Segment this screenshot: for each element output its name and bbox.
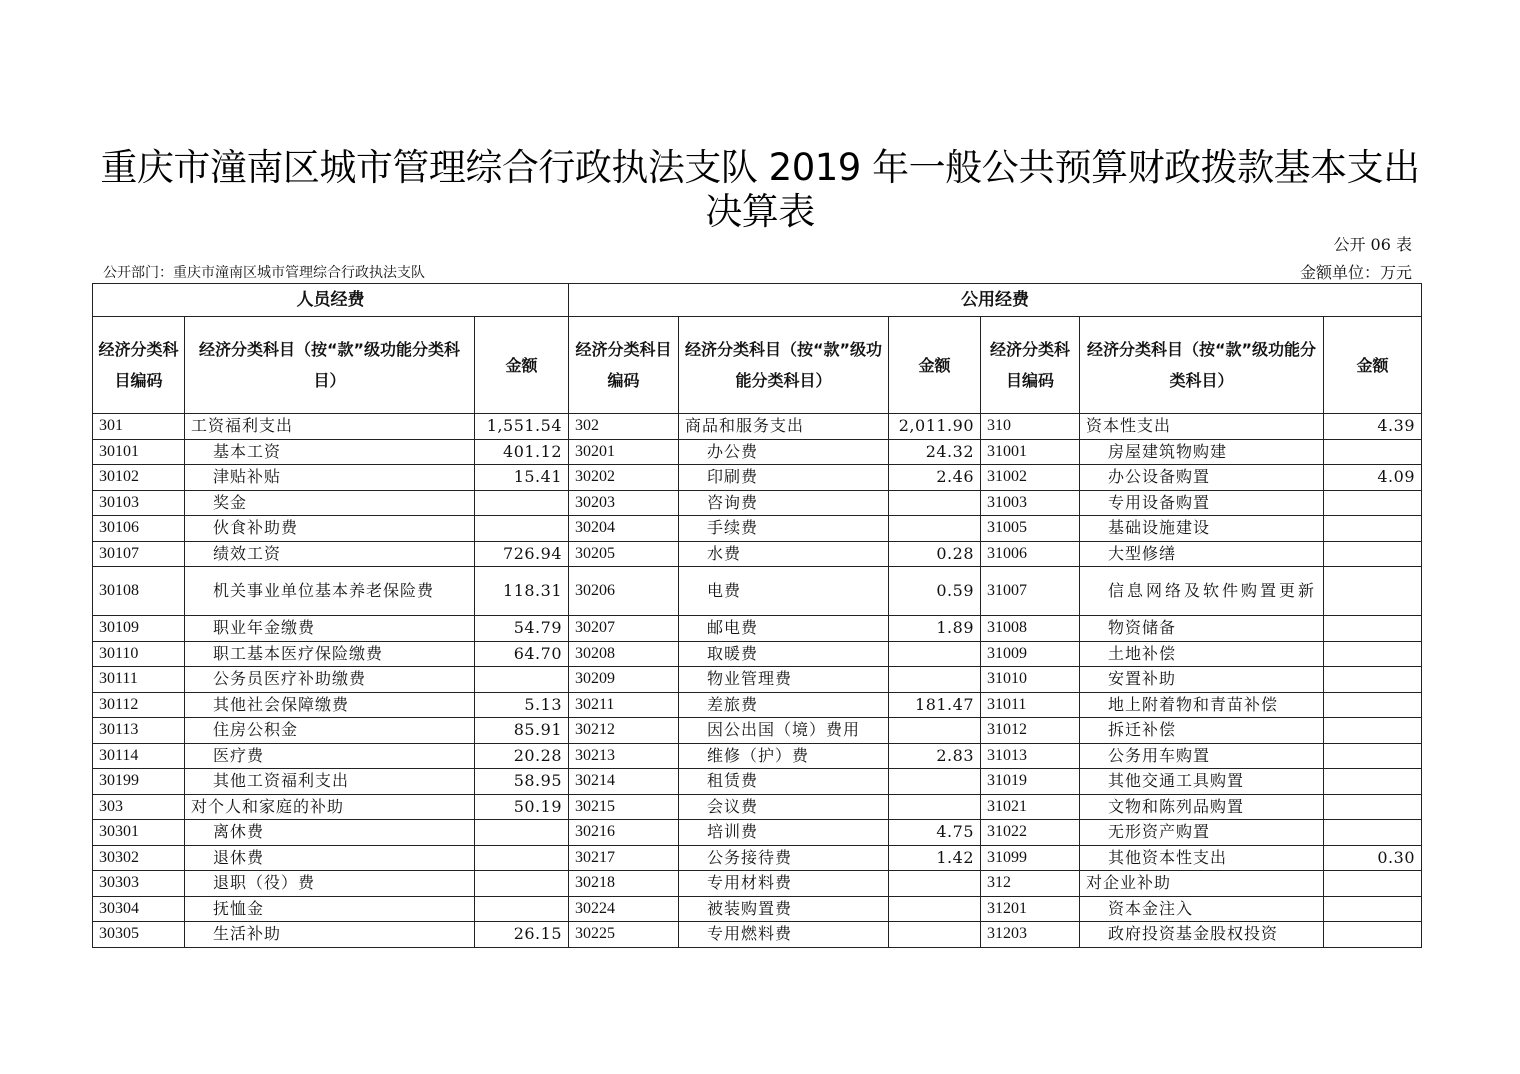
cell-code: 31021 xyxy=(981,794,1080,820)
cell-amount: 2.46 xyxy=(889,465,981,491)
cell-code: 30201 xyxy=(569,439,679,465)
expenditure-table xyxy=(92,283,1422,948)
cell-code: 30199 xyxy=(93,769,185,795)
cell-name: 对个人和家庭的补助 xyxy=(185,794,475,820)
cell-name: 会议费 xyxy=(679,794,889,820)
cell-name: 公务用车购置 xyxy=(1080,743,1324,769)
cell-name: 退职（役）费 xyxy=(185,871,475,897)
cell-name: 其他社会保障缴费 xyxy=(185,692,475,718)
cell-code: 30303 xyxy=(93,871,185,897)
cell-name: 奖金 xyxy=(185,490,475,516)
cell-amount: 401.12 xyxy=(475,439,569,465)
table-row xyxy=(93,896,1422,922)
cell-name: 离休费 xyxy=(185,820,475,846)
cell-code: 31001 xyxy=(981,439,1080,465)
column-header-name: 经济分类科目（按“款”级功能分类科目） xyxy=(1080,317,1324,414)
cell-amount: 1.89 xyxy=(889,616,981,642)
table-row xyxy=(93,641,1422,667)
cell-code: 303 xyxy=(93,794,185,820)
cell-amount xyxy=(1324,922,1422,948)
cell-code: 30209 xyxy=(569,667,679,693)
cell-name: 公务接待费 xyxy=(679,845,889,871)
cell-name: 其他资本性支出 xyxy=(1080,845,1324,871)
cell-name: 专用燃料费 xyxy=(679,922,889,948)
table-row xyxy=(93,541,1422,567)
cell-name: 物资储备 xyxy=(1080,616,1324,642)
group-header-row xyxy=(93,284,1422,317)
cell-amount: 58.95 xyxy=(475,769,569,795)
cell-amount xyxy=(1324,567,1422,616)
cell-amount xyxy=(1324,541,1422,567)
cell-name: 商品和服务支出 xyxy=(679,414,889,440)
table-row xyxy=(93,439,1422,465)
cell-code: 30111 xyxy=(93,667,185,693)
cell-amount xyxy=(1324,794,1422,820)
cell-name: 租赁费 xyxy=(679,769,889,795)
cell-name: 电费 xyxy=(679,567,889,616)
cell-code: 31019 xyxy=(981,769,1080,795)
table-row xyxy=(93,820,1422,846)
table-body xyxy=(93,414,1422,948)
table-row xyxy=(93,567,1422,616)
cell-code: 30108 xyxy=(93,567,185,616)
cell-amount: 0.59 xyxy=(889,567,981,616)
cell-name: 维修（护）费 xyxy=(679,743,889,769)
cell-code: 30102 xyxy=(93,465,185,491)
cell-amount xyxy=(1324,871,1422,897)
column-header-name: 经济分类科目（按“款”级功能分类科目） xyxy=(679,317,889,414)
cell-code: 30106 xyxy=(93,516,185,542)
cell-code: 31012 xyxy=(981,718,1080,744)
cell-name: 邮电费 xyxy=(679,616,889,642)
column-header-amount: 金额 xyxy=(1324,317,1422,414)
cell-amount xyxy=(475,516,569,542)
cell-name: 手续费 xyxy=(679,516,889,542)
cell-amount xyxy=(1324,667,1422,693)
cell-amount xyxy=(475,896,569,922)
cell-name: 其他交通工具购置 xyxy=(1080,769,1324,795)
cell-amount xyxy=(889,516,981,542)
cell-name: 专用材料费 xyxy=(679,871,889,897)
table-row xyxy=(93,465,1422,491)
table-row xyxy=(93,743,1422,769)
cell-name: 办公设备购置 xyxy=(1080,465,1324,491)
cell-code: 30215 xyxy=(569,794,679,820)
cell-code: 31010 xyxy=(981,667,1080,693)
column-header-code: 经济分类科目编码 xyxy=(569,317,679,414)
cell-name: 住房公积金 xyxy=(185,718,475,744)
table-row xyxy=(93,718,1422,744)
cell-amount: 64.70 xyxy=(475,641,569,667)
cell-code: 30305 xyxy=(93,922,185,948)
cell-name: 机关事业单位基本养老保险费 xyxy=(185,567,475,616)
cell-code: 30213 xyxy=(569,743,679,769)
table-row xyxy=(93,414,1422,440)
cell-name: 基础设施建设 xyxy=(1080,516,1324,542)
cell-code: 31007 xyxy=(981,567,1080,616)
cell-code: 30207 xyxy=(569,616,679,642)
cell-name: 被装购置费 xyxy=(679,896,889,922)
cell-name: 专用设备购置 xyxy=(1080,490,1324,516)
cell-amount: 15.41 xyxy=(475,465,569,491)
cell-name: 职业年金缴费 xyxy=(185,616,475,642)
cell-code: 30304 xyxy=(93,896,185,922)
cell-amount xyxy=(1324,516,1422,542)
cell-amount xyxy=(1324,896,1422,922)
form-number: 公开 06 表 xyxy=(1333,235,1412,254)
cell-code: 31008 xyxy=(981,616,1080,642)
cell-amount xyxy=(889,718,981,744)
table-row xyxy=(93,794,1422,820)
cell-name: 绩效工资 xyxy=(185,541,475,567)
cell-code: 30110 xyxy=(93,641,185,667)
cell-name: 地上附着物和青苗补偿 xyxy=(1080,692,1324,718)
cell-code: 30224 xyxy=(569,896,679,922)
cell-amount xyxy=(889,667,981,693)
cell-code: 30204 xyxy=(569,516,679,542)
cell-amount xyxy=(475,667,569,693)
cell-amount: 4.75 xyxy=(889,820,981,846)
cell-name: 房屋建筑物购建 xyxy=(1080,439,1324,465)
cell-code: 31003 xyxy=(981,490,1080,516)
cell-code: 30101 xyxy=(93,439,185,465)
column-header-amount: 金额 xyxy=(889,317,981,414)
cell-amount: 2,011.90 xyxy=(889,414,981,440)
table-row xyxy=(93,871,1422,897)
cell-amount: 20.28 xyxy=(475,743,569,769)
cell-name: 无形资产购置 xyxy=(1080,820,1324,846)
public-expense-header: 公用经费 xyxy=(569,284,1422,317)
cell-code: 31022 xyxy=(981,820,1080,846)
cell-amount xyxy=(1324,490,1422,516)
table-row xyxy=(93,922,1422,948)
cell-name: 职工基本医疗保险缴费 xyxy=(185,641,475,667)
department-label: 公开部门：重庆市潼南区城市管理综合行政执法支队 xyxy=(103,265,425,281)
table-row xyxy=(93,667,1422,693)
cell-amount xyxy=(475,820,569,846)
cell-amount xyxy=(475,845,569,871)
cell-amount: 85.91 xyxy=(475,718,569,744)
cell-amount xyxy=(1324,769,1422,795)
cell-code: 30109 xyxy=(93,616,185,642)
cell-name: 伙食补助费 xyxy=(185,516,475,542)
cell-name: 抚恤金 xyxy=(185,896,475,922)
cell-code: 30301 xyxy=(93,820,185,846)
column-header-name: 经济分类科目（按“款”级功能分类科目） xyxy=(185,317,475,414)
cell-amount xyxy=(1324,439,1422,465)
cell-code: 30216 xyxy=(569,820,679,846)
cell-amount xyxy=(1324,820,1422,846)
cell-name: 资本性支出 xyxy=(1080,414,1324,440)
cell-code: 301 xyxy=(93,414,185,440)
cell-amount: 54.79 xyxy=(475,616,569,642)
cell-code: 30113 xyxy=(93,718,185,744)
cell-code: 30103 xyxy=(93,490,185,516)
cell-name: 信息网络及软件购置更新 xyxy=(1080,567,1324,616)
cell-name: 差旅费 xyxy=(679,692,889,718)
table-row xyxy=(93,769,1422,795)
cell-name: 安置补助 xyxy=(1080,667,1324,693)
cell-amount xyxy=(1324,743,1422,769)
cell-name: 政府投资基金股权投资 xyxy=(1080,922,1324,948)
cell-name: 物业管理费 xyxy=(679,667,889,693)
cell-name: 水费 xyxy=(679,541,889,567)
cell-code: 310 xyxy=(981,414,1080,440)
cell-name: 培训费 xyxy=(679,820,889,846)
amount-unit-label: 金额单位：万元 xyxy=(1299,263,1412,282)
cell-name: 基本工资 xyxy=(185,439,475,465)
cell-name: 对企业补助 xyxy=(1080,871,1324,897)
column-header-code: 经济分类科目编码 xyxy=(981,317,1080,414)
cell-amount: 4.09 xyxy=(1324,465,1422,491)
personnel-expense-header: 人员经费 xyxy=(93,284,569,317)
cell-name: 咨询费 xyxy=(679,490,889,516)
cell-name: 因公出国（境）费用 xyxy=(679,718,889,744)
cell-code: 31201 xyxy=(981,896,1080,922)
cell-code: 31013 xyxy=(981,743,1080,769)
cell-amount: 50.19 xyxy=(475,794,569,820)
cell-name: 生活补助 xyxy=(185,922,475,948)
cell-name: 大型修缮 xyxy=(1080,541,1324,567)
cell-amount xyxy=(889,871,981,897)
cell-amount: 181.47 xyxy=(889,692,981,718)
table-row xyxy=(93,490,1422,516)
cell-name: 津贴补贴 xyxy=(185,465,475,491)
cell-amount: 118.31 xyxy=(475,567,569,616)
cell-code: 30203 xyxy=(569,490,679,516)
cell-name: 退休费 xyxy=(185,845,475,871)
page-title: 重庆市潼南区城市管理综合行政执法支队 2019 年一般公共预算财政拨款基本支出决算表 xyxy=(100,146,1420,233)
cell-amount xyxy=(889,922,981,948)
cell-code: 30214 xyxy=(569,769,679,795)
cell-amount xyxy=(1324,616,1422,642)
cell-code: 312 xyxy=(981,871,1080,897)
cell-code: 31099 xyxy=(981,845,1080,871)
cell-code: 30206 xyxy=(569,567,679,616)
table-row xyxy=(93,616,1422,642)
cell-name: 取暖费 xyxy=(679,641,889,667)
cell-code: 30217 xyxy=(569,845,679,871)
cell-code: 31006 xyxy=(981,541,1080,567)
cell-code: 30114 xyxy=(93,743,185,769)
cell-amount: 1.42 xyxy=(889,845,981,871)
cell-amount: 2.83 xyxy=(889,743,981,769)
cell-code: 30212 xyxy=(569,718,679,744)
table-row xyxy=(93,845,1422,871)
cell-amount: 24.32 xyxy=(889,439,981,465)
column-header-amount: 金额 xyxy=(475,317,569,414)
cell-name: 办公费 xyxy=(679,439,889,465)
cell-amount xyxy=(889,490,981,516)
column-header-code: 经济分类科目编码 xyxy=(93,317,185,414)
cell-amount xyxy=(1324,641,1422,667)
cell-name: 公务员医疗补助缴费 xyxy=(185,667,475,693)
column-header-row xyxy=(93,317,1422,414)
cell-code: 31009 xyxy=(981,641,1080,667)
cell-code: 30208 xyxy=(569,641,679,667)
cell-amount xyxy=(889,794,981,820)
cell-code: 30302 xyxy=(93,845,185,871)
cell-code: 30211 xyxy=(569,692,679,718)
cell-amount: 726.94 xyxy=(475,541,569,567)
cell-amount xyxy=(889,896,981,922)
cell-amount: 0.30 xyxy=(1324,845,1422,871)
cell-name: 土地补偿 xyxy=(1080,641,1324,667)
cell-name: 文物和陈列品购置 xyxy=(1080,794,1324,820)
cell-name: 工资福利支出 xyxy=(185,414,475,440)
cell-name: 印刷费 xyxy=(679,465,889,491)
cell-amount xyxy=(889,641,981,667)
cell-amount: 26.15 xyxy=(475,922,569,948)
cell-code: 30107 xyxy=(93,541,185,567)
cell-name: 其他工资福利支出 xyxy=(185,769,475,795)
cell-name: 医疗费 xyxy=(185,743,475,769)
cell-code: 31005 xyxy=(981,516,1080,542)
cell-amount: 4.39 xyxy=(1324,414,1422,440)
cell-amount xyxy=(475,490,569,516)
table-row xyxy=(93,516,1422,542)
cell-code: 31002 xyxy=(981,465,1080,491)
cell-code: 30202 xyxy=(569,465,679,491)
cell-amount: 0.28 xyxy=(889,541,981,567)
cell-amount xyxy=(889,769,981,795)
cell-amount xyxy=(1324,692,1422,718)
cell-code: 30218 xyxy=(569,871,679,897)
cell-code: 31011 xyxy=(981,692,1080,718)
cell-code: 31203 xyxy=(981,922,1080,948)
cell-code: 30112 xyxy=(93,692,185,718)
cell-amount xyxy=(475,871,569,897)
cell-amount: 5.13 xyxy=(475,692,569,718)
cell-amount: 1,551.54 xyxy=(475,414,569,440)
cell-code: 30225 xyxy=(569,922,679,948)
cell-name: 拆迁补偿 xyxy=(1080,718,1324,744)
cell-code: 302 xyxy=(569,414,679,440)
cell-amount xyxy=(1324,718,1422,744)
table-row xyxy=(93,692,1422,718)
cell-code: 30205 xyxy=(569,541,679,567)
cell-name: 资本金注入 xyxy=(1080,896,1324,922)
